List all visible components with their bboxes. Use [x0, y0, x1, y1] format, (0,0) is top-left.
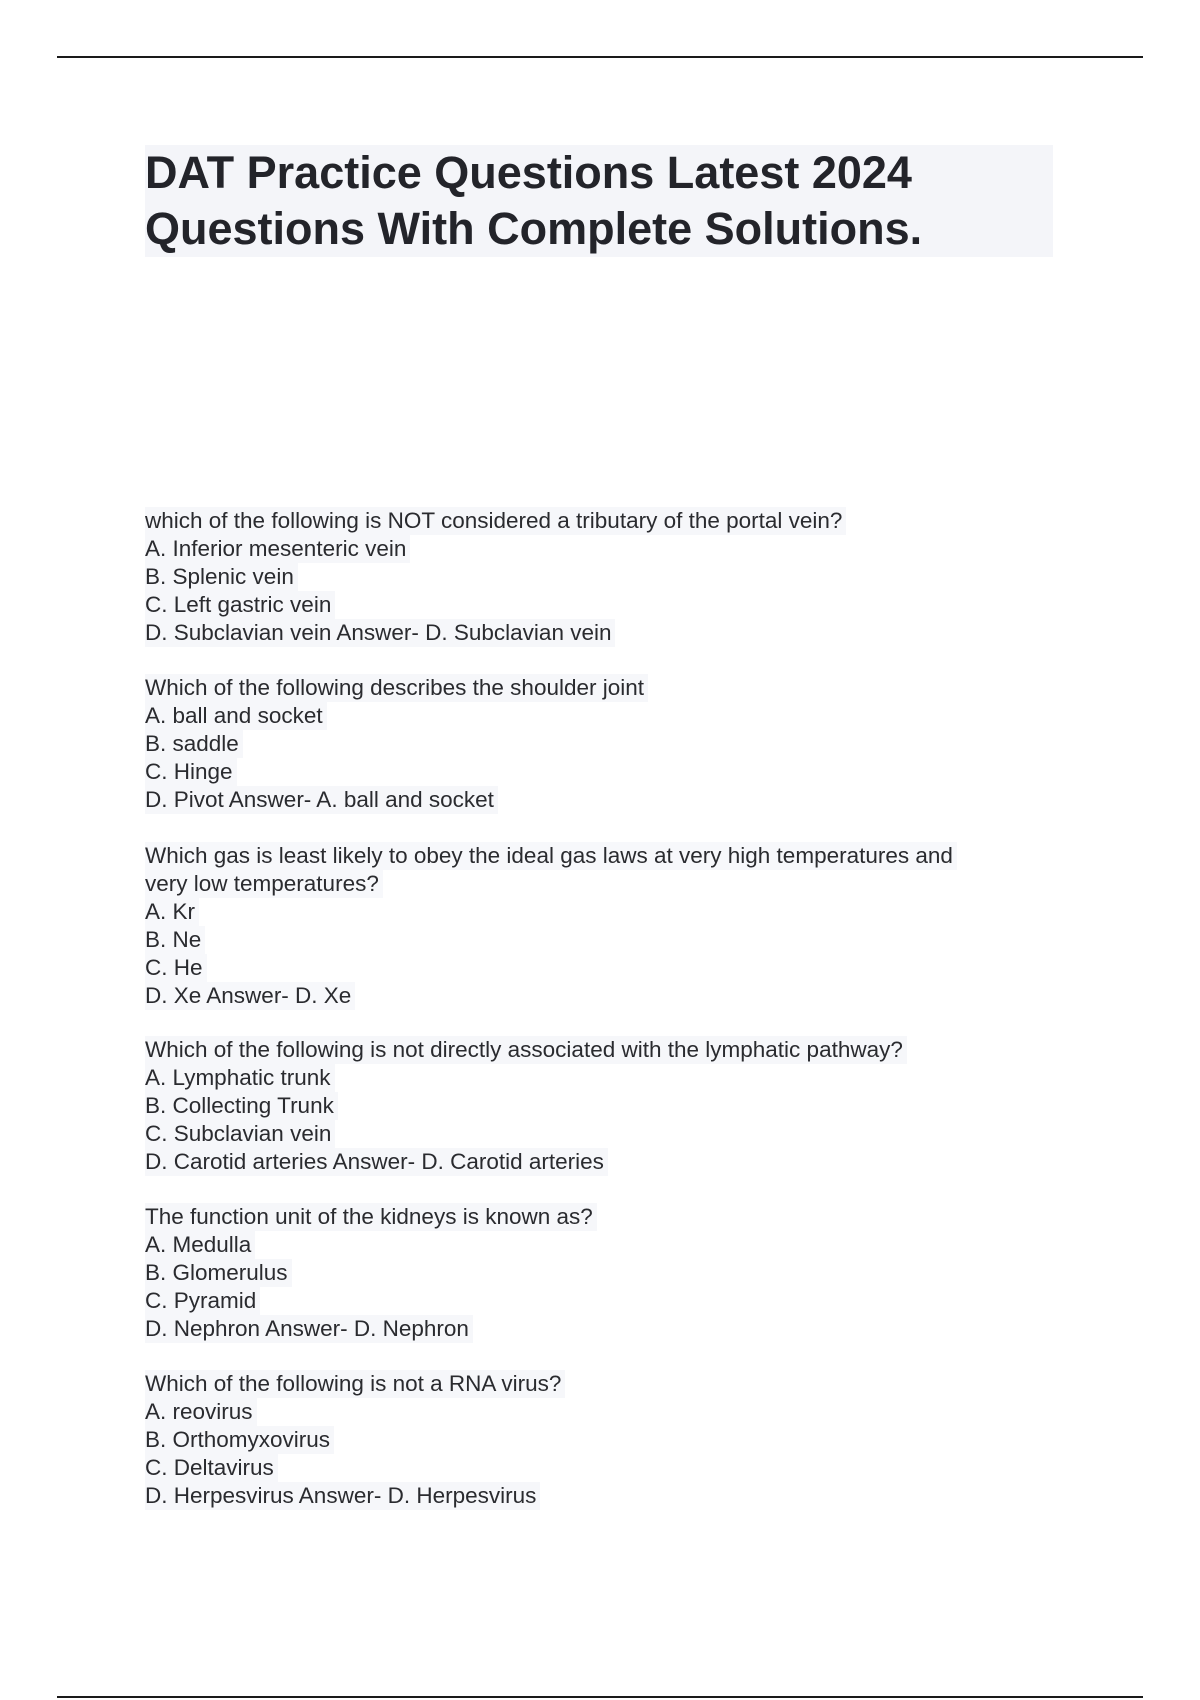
option-b: B. Splenic vein	[145, 563, 298, 591]
option-a: A. Kr	[145, 898, 199, 926]
option-d-with-answer: D. Xe Answer- D. Xe	[145, 982, 355, 1010]
question-text: Which of the following is not a RNA virus?	[145, 1370, 565, 1398]
option-a: A. Lymphatic trunk	[145, 1064, 335, 1092]
option-a: A. Medulla	[145, 1231, 255, 1259]
option-b: B. saddle	[145, 730, 243, 758]
question-5	[145, 1203, 597, 1343]
question-text: Which gas is least likely to obey the ideal gas laws at very high temperatures and	[145, 842, 957, 870]
document-title	[145, 145, 1053, 257]
option-a: A. ball and socket	[145, 702, 327, 730]
option-c: C. Left gastric vein	[145, 591, 335, 619]
option-d-with-answer: D. Nephron Answer- D. Nephron	[145, 1315, 473, 1343]
option-b: B. Glomerulus	[145, 1259, 292, 1287]
option-b: B. Orthomyxovirus	[145, 1426, 334, 1454]
question-2	[145, 674, 648, 814]
question-6	[145, 1370, 565, 1510]
option-b: B. Collecting Trunk	[145, 1092, 338, 1120]
option-d-with-answer: D. Pivot Answer- A. ball and socket	[145, 786, 498, 814]
option-d-with-answer: D. Subclavian vein Answer- D. Subclavian vein	[145, 619, 615, 647]
title-line-1: DAT Practice Questions Latest 2024	[145, 147, 912, 198]
option-c: C. Subclavian vein	[145, 1120, 335, 1148]
title-line-2: Questions With Complete Solutions.	[145, 203, 923, 254]
question-text-continued: very low temperatures?	[145, 870, 383, 898]
bottom-rule	[57, 1696, 1143, 1698]
option-b: B. Ne	[145, 926, 205, 954]
question-3	[145, 842, 957, 1010]
question-text: Which of the following is not directly associated with the lymphatic pathway?	[145, 1036, 907, 1064]
top-rule	[57, 56, 1143, 58]
option-a: A. reovirus	[145, 1398, 257, 1426]
option-c: C. Deltavirus	[145, 1454, 278, 1482]
question-text: Which of the following describes the shoulder joint	[145, 674, 648, 702]
option-d-with-answer: D. Carotid arteries Answer- D. Carotid arteries	[145, 1148, 608, 1176]
option-d-with-answer: D. Herpesvirus Answer- D. Herpesvirus	[145, 1482, 540, 1510]
option-c: C. Hinge	[145, 758, 237, 786]
option-c: C. He	[145, 954, 207, 982]
option-c: C. Pyramid	[145, 1287, 260, 1315]
question-text: The function unit of the kidneys is known as?	[145, 1203, 597, 1231]
question-text: which of the following is NOT considered a tributary of the portal vein?	[145, 507, 846, 535]
question-4	[145, 1036, 907, 1176]
question-1	[145, 507, 846, 647]
option-a: A. Inferior mesenteric vein	[145, 535, 410, 563]
